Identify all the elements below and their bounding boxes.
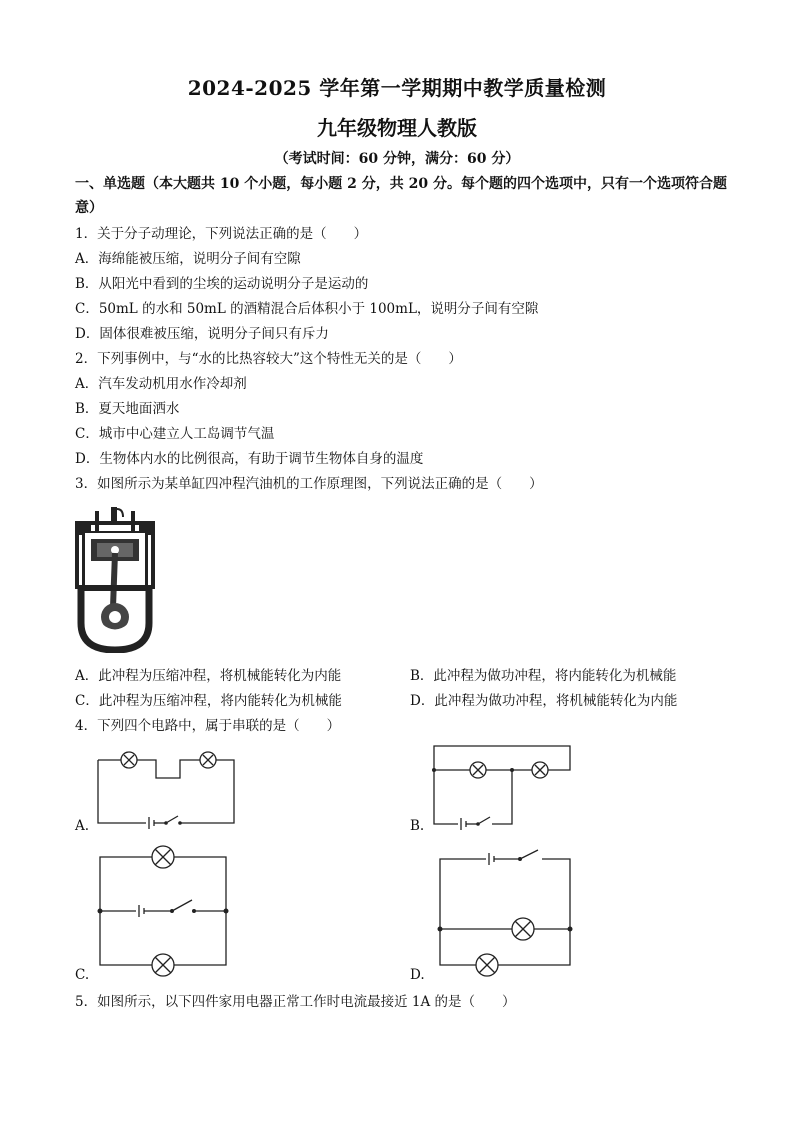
question-1-stem: 1．关于分子动理论，下列说法正确的是（ ）	[75, 226, 368, 242]
question-2-option-b: B．夏天地面洒水	[75, 401, 180, 417]
question-2-stem: 2．下列事例中，与“水的比热容较大”这个特性无关的是（ ）	[75, 351, 462, 367]
circuit-d-diagram	[434, 843, 579, 978]
question-1-option-a: A．海绵能被压缩，说明分子间有空隙	[75, 251, 301, 267]
question-3-option-a: A．此冲程为压缩冲程，将机械能转化为内能	[75, 668, 342, 684]
question-5-stem: 5．如图所示，以下四件家用电器正常工作时电流最接近 1A 的是（ ）	[75, 994, 516, 1010]
engine-diagram	[73, 505, 158, 653]
circuit-c-diagram	[94, 843, 234, 978]
question-1-option-c: C．50mL 的水和 50mL 的酒精混合后体积小于 100mL，说明分子间有空隙	[75, 301, 539, 317]
exam-subtitle: 九年级物理人教版	[317, 116, 477, 140]
circuit-a-diagram	[94, 748, 244, 830]
exam-info: （考试时间：60 分钟，满分：60 分）	[274, 151, 520, 167]
question-3-option-d: D．此冲程为做功冲程，将机械能转化为内能	[410, 693, 678, 709]
question-3-option-b: B．此冲程为做功冲程，将内能转化为机械能	[410, 668, 677, 684]
circuit-d-label: D.	[410, 967, 425, 983]
question-4-stem: 4．下列四个电路中，属于串联的是（ ）	[75, 718, 341, 734]
circuit-b-label: B.	[410, 818, 425, 834]
question-3-option-c: C．此冲程为压缩冲程，将内能转化为机械能	[75, 693, 342, 709]
question-2-option-d: D．生物体内水的比例很高，有助于调节生物体自身的温度	[75, 451, 424, 467]
circuit-c-label: C.	[75, 967, 90, 983]
question-3-stem: 3．如图所示为某单缸四冲程汽油机的工作原理图，下列说法正确的是（ ）	[75, 476, 543, 492]
exam-title: 2024-2025 学年第一学期期中教学质量检测	[187, 76, 607, 100]
question-2-option-a: A．汽车发动机用水作冷却剂	[75, 376, 247, 392]
circuit-b-diagram	[430, 742, 575, 832]
question-1-option-d: D．固体很难被压缩，说明分子间只有斥力	[75, 326, 329, 342]
circuit-a-label: A.	[75, 818, 90, 834]
question-1-option-b: B．从阳光中看到的尘埃的运动说明分子是运动的	[75, 276, 369, 292]
section-heading: 一、单选题（本大题共 10 个小题，每小题 2 分，共 20 分。每个题的四个选项中，只有一个选项符合题意）	[75, 176, 727, 216]
question-2-option-c: C．城市中心建立人工岛调节气温	[75, 426, 275, 442]
